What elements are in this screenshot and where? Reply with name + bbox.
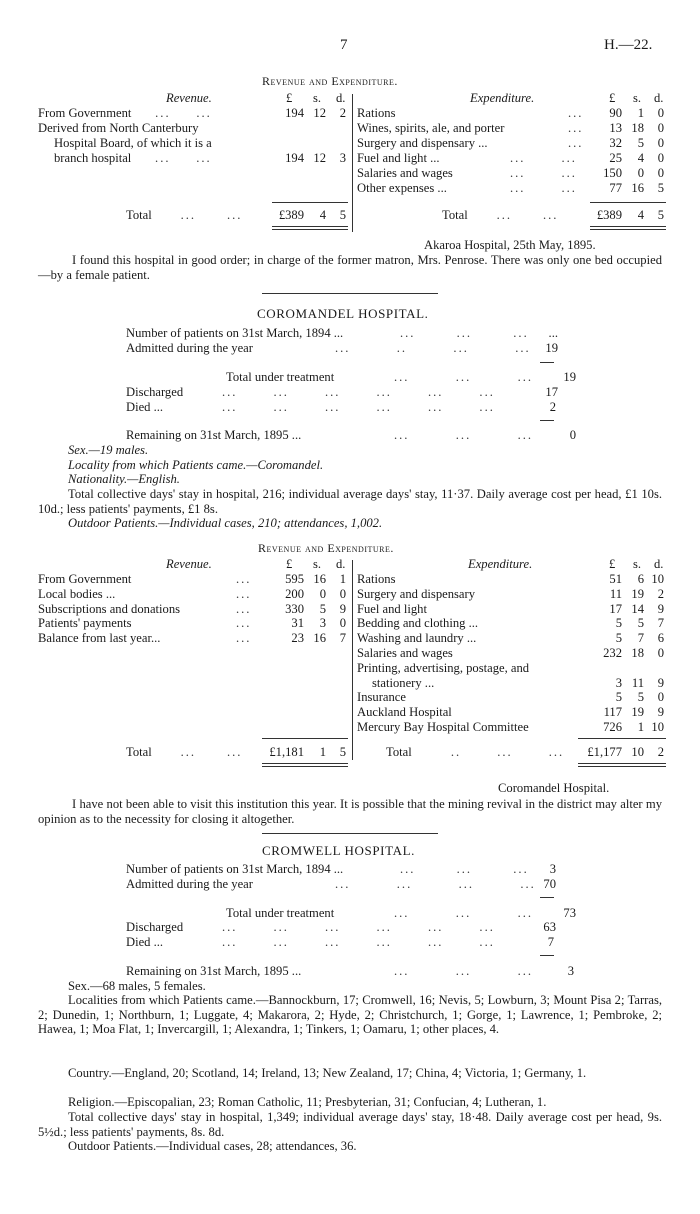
leader-dots: ... ... ... [394,370,534,384]
coromandel-exp-shilling-head: s. [633,557,642,571]
table-row: Derived from North Canterbury [38,121,199,135]
akaroa-revenue-total-label: Total ... ... [126,208,243,222]
cell-shillings: 18 [631,646,644,660]
cell-shillings: 16 [313,631,326,645]
coromandel-expenditure-total-pounds: £1,177 [587,745,622,759]
table-row: From Government ... ... [38,106,212,120]
akaroa-exp-pound-head: £ [609,91,616,105]
coromandel-rev-total-rule-bottom [262,763,348,764]
cell-pence: 10 [651,720,664,734]
cell-pounds: 194 [285,106,304,120]
coromandel-died-value: 2 [549,400,556,414]
leader-dots: ... ... ... [400,326,529,340]
document-reference: H.—22. [604,37,653,53]
leader-dots: ... ... ... [394,906,534,920]
coromandel-column-divider [352,560,353,760]
cell-shillings: 16 [313,572,326,586]
coromandel-patients-start-label: Number of patients on 31st March, 1894 ... [126,326,344,340]
akaroa-exp-total-rule-top [590,202,666,203]
coromandel-expenditure-total-shillings: 10 [631,745,644,759]
cromwell-title: CROMWELL HOSPITAL. [262,843,415,858]
cromwell-admitted-value: 70 [543,877,556,891]
cell-shillings: 7 [637,631,644,645]
akaroa-expenditure-heading: Expenditure. [470,91,535,105]
leader-dots: ... [568,136,584,150]
page-number: 7 [340,37,348,53]
cell-pence: 10 [651,572,664,586]
cell-pounds: 726 [603,720,622,734]
akaroa-revenue-heading: Revenue. [166,91,212,105]
cell-pounds: 13 [609,121,622,135]
akaroa-rev-total-rule-bottom2 [272,229,348,230]
akaroa-note: I found this hospital in good order; in charge of the former matron, Mrs. Penrose. There was only one bed occupied—by a female patient. [38,253,662,282]
cell-shillings: 11 [631,676,644,690]
akaroa-table-title: Revenue and Expenditure. [262,74,398,88]
coromandel-title: COROMANDEL HOSPITAL. [257,306,429,321]
cell-shillings: 5 [319,602,326,616]
leader-dots: ... ... ... [394,964,534,978]
cell-pounds: 17 [609,602,622,616]
coromandel-revenue-total-label: Total ... ... [126,745,243,759]
cromwell-total-value: 73 [563,906,576,920]
coromandel-rev-pence-head: d. [336,557,346,571]
cell-pounds: 232 [603,646,622,660]
cell-shillings: 4 [637,151,644,165]
cell-pence: 5 [657,181,664,195]
akaroa-rev-pence-head: d. [336,91,346,105]
akaroa-rev-shilling-head: s. [313,91,322,105]
cromwell-localities: Localities from which Patients came.—Bannockburn, 17; Cromwell, 16; Nevis, 5; Lowburn, 3; Mount Pisa 2; Tarras, 2; Dunedin, 1; Northburn, 1; Luggate, 4; Makarora, 2; Hyde, 2; Christchurch, 1; Gorge, 1; Lawrence, 1; Pembroke, 2; Hawea, 1; Moa Flat, 1; Invercargill, 1; Alexandra, 1; Tinkers, 1; Oamaru, 1; other places, 4. [38,993,662,1037]
coromandel-rev-total-rule-top [262,738,348,739]
coromandel-sex: Sex.—19 males. [68,443,149,457]
akaroa-exp-total-rule-bottom [590,226,666,227]
leader-dots: ... ... [510,151,577,165]
cell-pence: 0 [657,690,664,704]
cell-shillings: 12 [313,151,326,165]
coromandel-expenditure-total-label: Total .. ... ... [386,745,565,759]
cell-shillings: 19 [631,705,644,719]
cromwell-patients-start-label: Number of patients on 31st March, 1894 ... [126,862,344,876]
akaroa-expenditure-total-shillings: 4 [637,208,644,222]
cromwell-total-label: Total under treatment [226,906,335,920]
coromandel-exp-pound-head: £ [609,557,616,571]
cell-pounds: 194 [285,151,304,165]
coromandel-died-label: Died ... [126,400,164,414]
cell-shillings: 16 [631,181,644,195]
coromandel-stay: Total collective days' stay in hospital, 216; individual average days' stay, 11·37. Daily average cost per head, £1 10s. 10d.; less patients' payments, £1 8s. [38,487,662,516]
leader-dots: ... [236,587,252,601]
table-row: branch hospital ... ... [54,151,212,165]
cromwell-discharged-value: 63 [543,920,556,934]
akaroa-column-divider [352,94,353,232]
cell-pounds: 5 [615,690,622,704]
cell-shillings: 12 [313,106,326,120]
cromwell-outdoor: Outdoor Patients.—Individual cases, 28; attendances, 36. [68,1139,357,1153]
leader-dots: ... [568,106,584,120]
table-row: Hospital Board, of which it is a [54,136,212,150]
leader-dots: ... ... ... ... ... ... [222,935,495,949]
table-row: Rations [357,572,396,586]
cell-pounds: 23 [291,631,304,645]
leader-dots: ... [568,121,584,135]
cromwell-died-value: 7 [547,935,554,949]
cell-shillings: 18 [631,121,644,135]
cell-pounds: 117 [603,705,622,719]
coromandel-patients-start-value: ... [548,326,558,340]
cromwell-died-label: Died ... [126,935,164,949]
cell-pounds: 150 [603,166,622,180]
cell-pounds: 200 [285,587,304,601]
cell-pence: 1 [339,572,346,586]
cell-shillings: 0 [637,166,644,180]
table-row: Local bodies ... [38,587,116,601]
coromandel-note: I have not been able to visit this institution this year. It is possible that the mining revival in the district may alter my opinion as to the necessity for closing it altogether. [38,797,662,826]
table-row: Mercury Bay Hospital Committee [357,720,529,734]
cell-pounds: 51 [609,572,622,586]
coromandel-remaining-value: 0 [569,428,576,442]
cell-shillings: 5 [637,616,644,630]
leader-dots: ... ... ... [394,428,534,442]
cell-pounds: 5 [615,631,622,645]
table-row: Auckland Hospital [357,705,452,719]
cell-pence: 0 [339,616,346,630]
coromandel-rev-shilling-head: s. [313,557,322,571]
leader-dots: ... [236,572,252,586]
coromandel-revenue-total-pence: 5 [339,745,346,759]
akaroa-rev-total-rule-bottom [272,226,348,227]
cell-pounds: 25 [609,151,622,165]
table-row: stationery ... [372,676,435,690]
cell-pounds: 330 [285,602,304,616]
coromandel-revenue-total-shillings: 1 [319,745,326,759]
table-row: Washing and laundry ... [357,631,477,645]
section-divider [262,833,438,834]
cell-pence: 0 [657,166,664,180]
coromandel-admitted-label: Admitted during the year [126,341,253,355]
rule [540,420,554,421]
cell-pence: 2 [339,106,346,120]
akaroa-revenue-total-pence: 5 [339,208,346,222]
akaroa-exp-pence-head: d. [654,91,664,105]
coromandel-expenditure-heading: Expenditure. [468,557,533,571]
cell-pence: 9 [657,602,664,616]
rule [540,362,554,363]
coromandel-table-title: Revenue and Expenditure. [258,541,394,555]
table-row: Wines, spirits, ale, and porter [357,121,505,135]
cell-pence: 3 [339,151,346,165]
coromandel-expenditure-total-pence: 2 [657,745,664,759]
leader-dots: ... ... [510,181,577,195]
cell-pence: 0 [657,136,664,150]
cell-pounds: 77 [609,181,622,195]
coromandel-exp-pence-head: d. [654,557,664,571]
table-row: Subscriptions and donations [38,602,181,616]
cell-shillings: 19 [631,587,644,601]
cell-pence: 9 [657,676,664,690]
table-row: Insurance [357,690,406,704]
cromwell-discharged-label: Discharged [126,920,184,934]
cromwell-patients-start-value: 3 [549,862,556,876]
table-row: Patients' payments [38,616,132,630]
cromwell-stay: Total collective days' stay in hospital, 1,349; individual average days' stay, 18·48. Daily average cost per head, 9s. 5½d.; less patients' payments, 8s. 8d. [38,1110,662,1139]
akaroa-expenditure-total-label: Total ... ... [442,208,559,222]
leader-dots: ... ... ... [400,862,529,876]
cell-pounds: 11 [609,587,622,601]
coromandel-signature: Coromandel Hospital. [498,781,610,795]
table-row: Salaries and wages [357,646,453,660]
cell-pence: 0 [657,151,664,165]
cell-pounds: 90 [609,106,622,120]
akaroa-expenditure-total-pence: 5 [657,208,664,222]
leader-dots: ... ... ... ... ... ... [222,385,495,399]
cromwell-sex: Sex.—68 males, 5 females. [68,979,206,993]
table-row: Printing, advertising, postage, and [357,661,530,675]
coromandel-locality: Locality from which Patients came.—Coromandel. [68,458,324,472]
section-divider [262,293,438,294]
cell-pence: 7 [339,631,346,645]
table-row: Rations [357,106,396,120]
cell-pence: 0 [657,121,664,135]
cromwell-religion: Religion.—Episcopalian, 23; Roman Catholic, 11; Presbyterian, 31; Confucian, 4; Lutheran, 1. [68,1095,547,1109]
cell-pence: 9 [339,602,346,616]
cell-pence: 0 [339,587,346,601]
leader-dots: ... [236,631,252,645]
akaroa-revenue-total-pounds: £389 [278,208,304,222]
cromwell-country: Country.—England, 20; Scotland, 14; Ireland, 13; New Zealand, 17; China, 4; Victoria, 1; Germany, 1. [68,1066,587,1080]
cell-shillings: 5 [637,136,644,150]
cell-pence: 2 [657,587,664,601]
rule [540,897,554,898]
leader-dots: ... [236,616,252,630]
coromandel-revenue-total-pounds: £1,181 [269,745,304,759]
cromwell-remaining-value: 3 [567,964,574,978]
cell-pence: 6 [657,631,664,645]
coromandel-exp-total-rule-bottom2 [578,766,666,767]
coromandel-total-label: Total under treatment [226,370,335,384]
cell-pounds: 32 [609,136,622,150]
akaroa-exp-shilling-head: s. [633,91,642,105]
table-row: Fuel and light [357,602,427,616]
cell-pounds: 5 [615,616,622,630]
table-row: Bedding and clothing ... [357,616,479,630]
cell-pence: 0 [657,646,664,660]
leader-dots: ... [236,602,252,616]
leader-dots: ... ... [510,166,577,180]
cell-pounds: 595 [285,572,304,586]
cell-shillings: 6 [637,572,644,586]
coromandel-admitted-value: 19 [545,341,558,355]
cell-pounds: 31 [291,616,304,630]
coromandel-remaining-label: Remaining on 31st March, 1895 ... [126,428,302,442]
coromandel-rev-pound-head: £ [286,557,293,571]
coromandel-exp-total-rule-top [578,738,666,739]
table-row: Fuel and light ... [357,151,440,165]
coromandel-exp-total-rule-bottom [578,763,666,764]
cell-pence: 9 [657,705,664,719]
rule [540,955,554,956]
akaroa-expenditure-total-pounds: £389 [596,208,622,222]
table-row: Salaries and wages [357,166,453,180]
cell-pence: 7 [657,616,664,630]
table-row: Surgery and dispensary [357,587,475,601]
table-row: Other expenses ... [357,181,447,195]
coromandel-nationality: Nationality.—English. [68,472,180,486]
cell-shillings: 1 [637,106,644,120]
cell-pounds: 3 [615,676,622,690]
table-row: Surgery and dispensary ... [357,136,488,150]
coromandel-discharged-value: 17 [545,385,558,399]
cell-shillings: 1 [637,720,644,734]
cell-shillings: 0 [319,587,326,601]
cromwell-admitted-label: Admitted during the year [126,877,253,891]
leader-dots: ... ... ... ... ... ... [222,920,495,934]
coromandel-discharged-label: Discharged [126,385,184,399]
leader-dots: ... .. ... ... [335,341,531,355]
cell-pence: 0 [657,106,664,120]
akaroa-revenue-total-shillings: 4 [319,208,326,222]
cell-shillings: 14 [631,602,644,616]
akaroa-rev-total-rule-top [272,202,348,203]
cell-shillings: 5 [637,690,644,704]
leader-dots: ... ... ... ... [335,877,536,891]
table-row: Balance from last year... [38,631,161,645]
coromandel-outdoor: Outdoor Patients.—Individual cases, 210; attendances, 1,002. [68,516,383,530]
coromandel-rev-total-rule-bottom2 [262,766,348,767]
cell-shillings: 3 [319,616,326,630]
cromwell-remaining-label: Remaining on 31st March, 1895 ... [126,964,302,978]
coromandel-total-value: 19 [563,370,576,384]
leader-dots: ... ... ... ... ... ... [222,400,495,414]
table-row: From Government [38,572,132,586]
coromandel-revenue-heading: Revenue. [166,557,212,571]
akaroa-signature: Akaroa Hospital, 25th May, 1895. [424,238,596,252]
akaroa-rev-pound-head: £ [286,91,293,105]
akaroa-exp-total-rule-bottom2 [590,229,666,230]
